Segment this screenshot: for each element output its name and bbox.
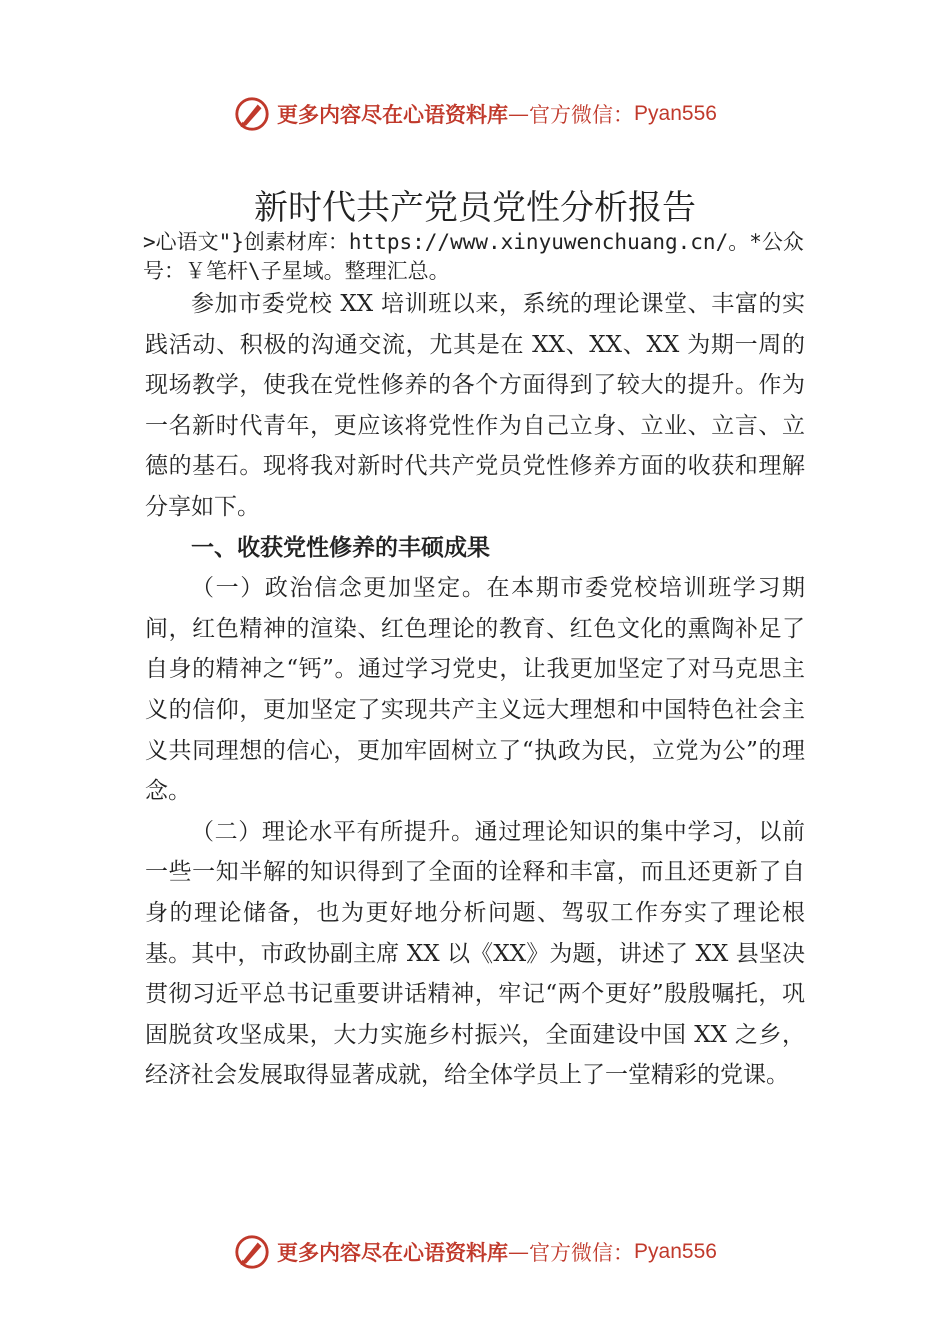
paragraph-theory-level: （二）理论水平有所提升。通过理论知识的集中学习，以前一些一知半解的知识得到了全面的诠释和丰富，而且还更新了自身的理论储备，也为更好地分析问题、驾驭工作夯实了理论根基。其中，市政协副主席 XX 以《XX》为题，讲述了 XX 县坚决贯彻习近平总书记重要讲话精神，牢记“两个更好”殷殷嘱托，巩固脱贫攻坚成果，大力实施乡村振兴，全面建设中国 XX 之乡，经济社会发展取得显著成就，给全体学员上了一堂精彩的党课。: [145, 818, 805, 1089]
watermark-banner-top: [0, 92, 950, 136]
source-notice: >心语文"}创素材库：https://www.xinyuwenchuang.cn/。*公众号：￥笔杆\子星域。整理汇总。: [143, 230, 804, 283]
paragraph-political-belief: （一）政治信念更加坚定。在本期市委党校培训班学习期间，红色精神的渲染、红色理论的教育、红色文化的熏陶补足了自身的精神之“钙”。通过学习党史，让我更加坚定了对马克思主义的信仰，更加坚定了实现共产主义远大理想和中国特色社会主义共同理想的信心，更加牢固树立了“执政为民，立党为公”的理念。: [145, 575, 805, 805]
watermark-text: 更多内容尽在心语资料库: [277, 1240, 509, 1265]
watermark-wechat-label: 官方微信：: [529, 1241, 635, 1265]
intro-paragraph: 参加市委党校 XX 培训班以来，系统的理论课堂、丰富的实践活动、积极的沟通交流，尤其是在 XX、XX、XX 为期一周的现场教学，使我在党性修养的各个方面得到了较大的提升。作为一名新时代青年，更应该将党性作为自己立身、立业、立言、立德的基石。现将我对新时代共产党员党性修养方面的收获和理解分享如下。: [145, 291, 805, 520]
document-title: 新时代共产党员党性分析报告: [254, 188, 696, 228]
section-heading: 一、收获党性修养的丰硕成果: [191, 534, 490, 561]
pen-nib-logo-icon: [233, 95, 271, 133]
watermark-banner-bottom: [0, 1230, 950, 1274]
watermark-wechat-id: Pyan556: [634, 102, 717, 125]
document-body: [145, 284, 805, 1096]
pen-nib-logo-icon: [233, 1233, 271, 1271]
watermark-dash: —: [508, 102, 530, 126]
watermark-text: 更多内容尽在心语资料库: [277, 102, 509, 127]
watermark-wechat-id: Pyan556: [634, 1240, 717, 1263]
watermark-wechat-label: 官方微信：: [529, 103, 635, 127]
watermark-dash: —: [508, 1240, 530, 1264]
